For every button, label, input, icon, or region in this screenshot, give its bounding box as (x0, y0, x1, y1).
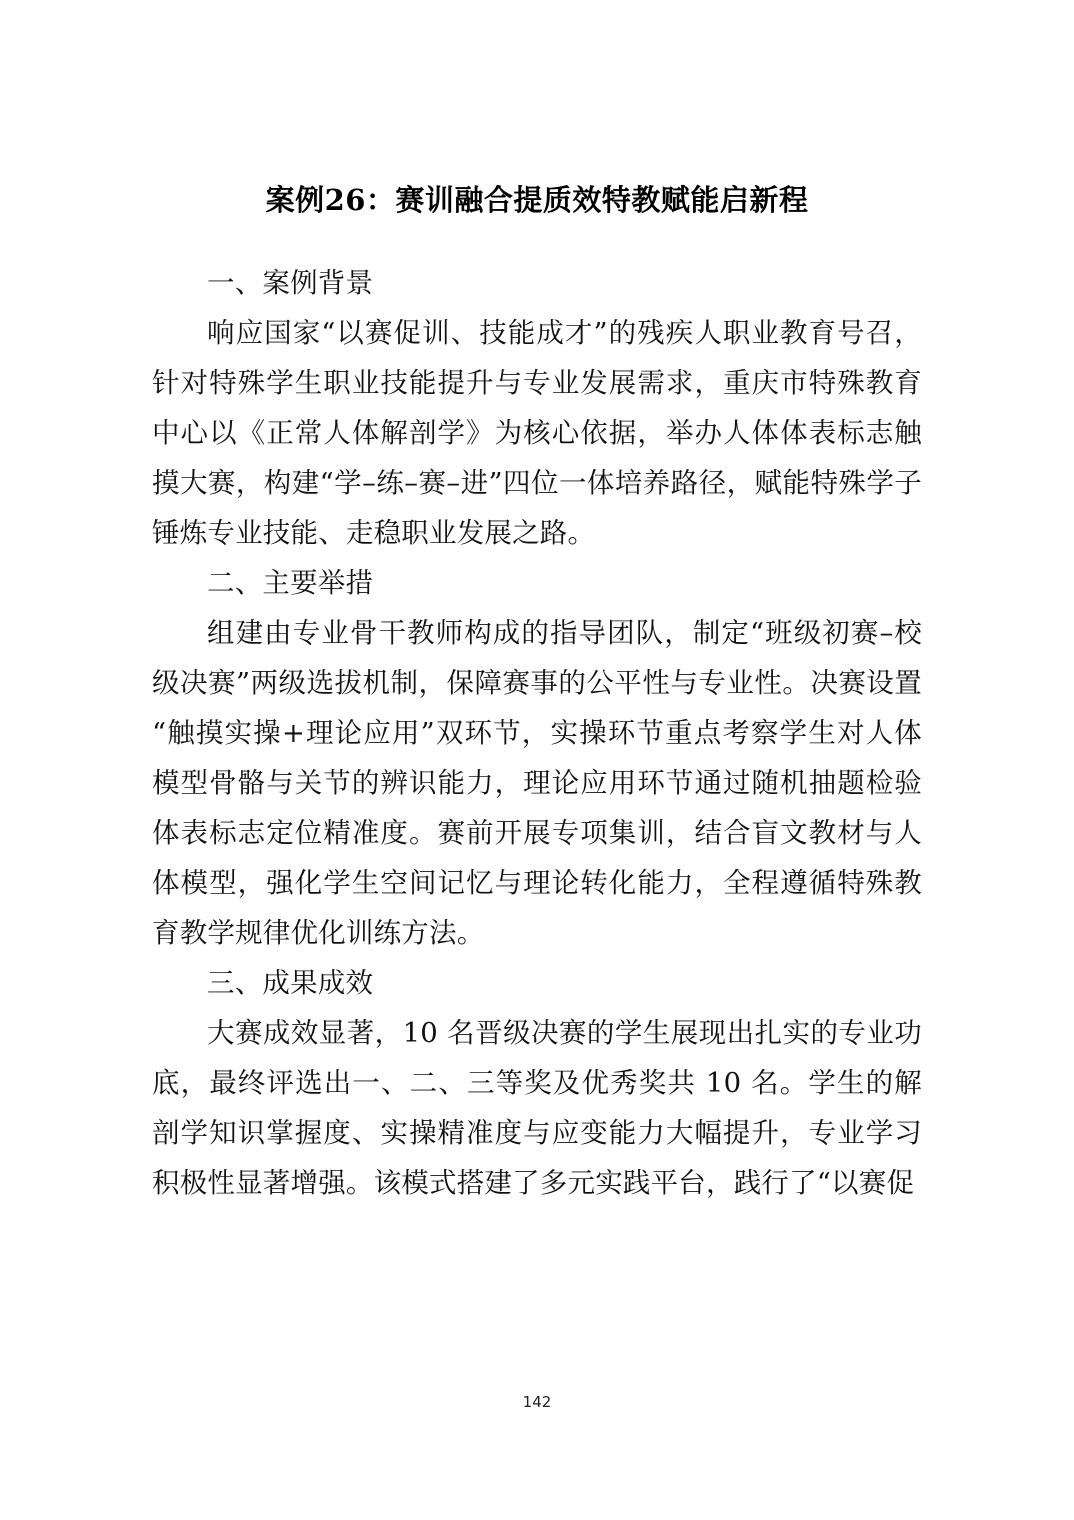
page-title: 案例26：赛训融合提质效特教赋能启新程 (265, 183, 809, 217)
paragraph-results: 大赛成效显著，10 名晋级决赛的学生展现出扎实的专业功底，最终评选出一、二、三等奖及优秀奖共 10 名。学生的解剖学知识掌握度、实操精准度与应变能力大幅提升，专业学习积极性显著增强。该模式搭建了多元实践平台，践行了“以赛促 (152, 1017, 922, 1199)
section-heading-results: 三、成果成效 (207, 967, 374, 999)
section-heading-background: 一、案例背景 (207, 267, 374, 299)
paragraph-measures: 组建由专业骨干教师构成的指导团队，制定“班级初赛–校级决赛”两级选拔机制，保障赛事的公平性与专业性。决赛设置“触摸实操+理论应用”双环节，实操环节重点考察学生对人体模型骨骼与关节的辨识能力，理论应用环节通过随机抽题检验体表标志定位精准度。赛前开展专项集训，结合盲文教材与人体模型，强化学生空间记忆与理论转化能力，全程遵循特殊教育教学规律优化训练方法。 (152, 617, 923, 949)
page-number: 142 (522, 1393, 552, 1411)
section-heading-measures: 二、主要举措 (207, 567, 374, 599)
page-content (152, 178, 922, 1208)
paragraph-background: 响应国家“以赛促训、技能成才”的残疾人职业教育号召，针对特殊学生职业技能提升与专业发展需求，重庆市特殊教育中心以《正常人体解剖学》为核心依据，举办人体体表标志触摸大赛，构建“学–练–赛–进”四位一体培养路径，赋能特殊学子锤炼专业技能、走稳职业发展之路。 (152, 317, 922, 549)
